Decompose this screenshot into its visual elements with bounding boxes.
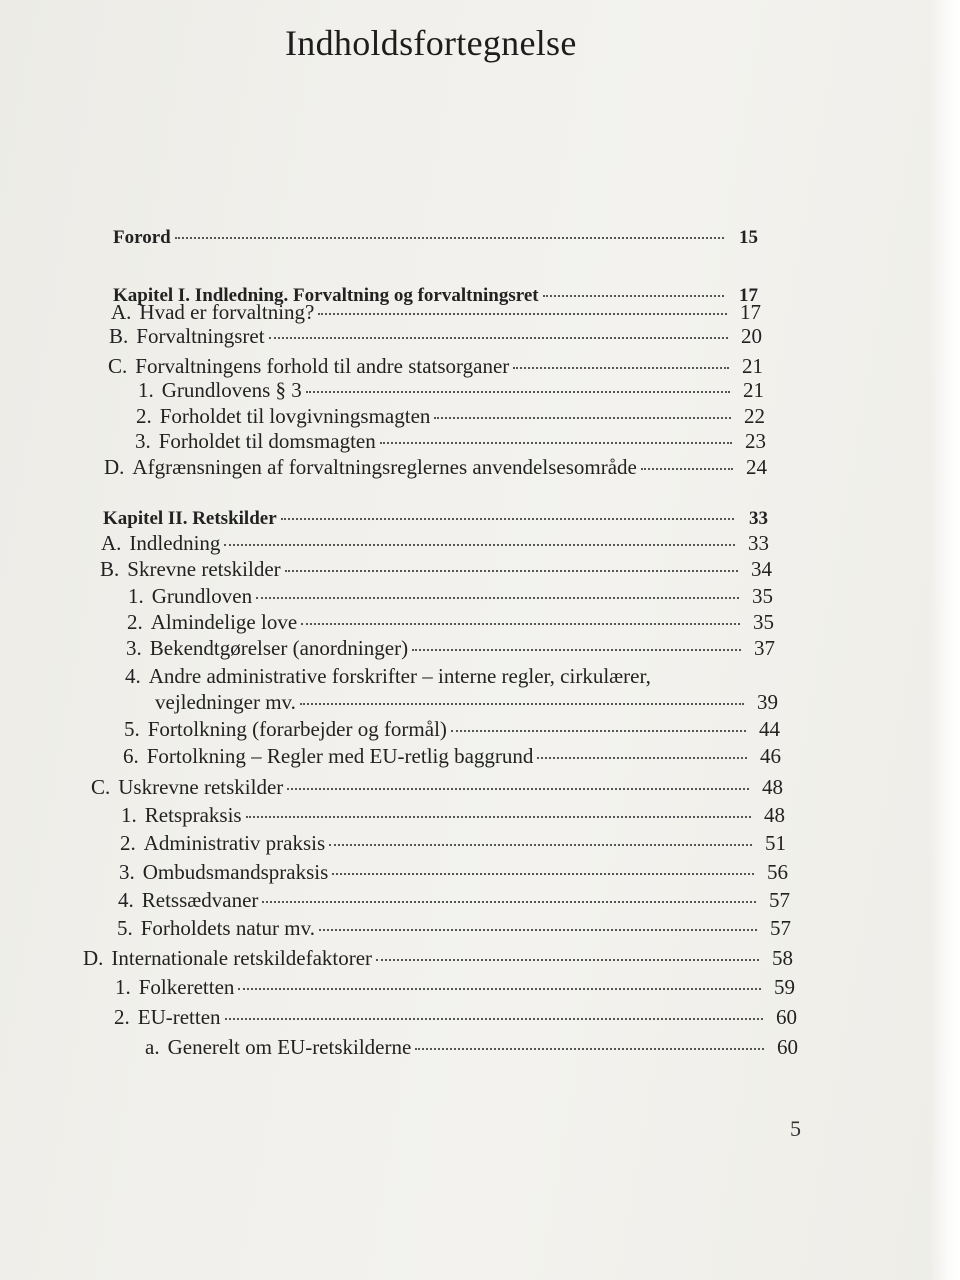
toc-entry-number: A.	[101, 531, 122, 555]
toc-entry	[136, 402, 765, 430]
toc-entry	[118, 886, 790, 914]
toc-entry-label: Ombudsmandspraksis	[142, 860, 329, 884]
toc-entry	[115, 973, 795, 1001]
toc-leader-dots	[306, 387, 730, 393]
toc-entry-page: 35	[752, 584, 773, 608]
toc-entry-page: 59	[774, 975, 795, 999]
toc-leader-dots	[543, 291, 724, 297]
toc-leader-dots	[301, 619, 740, 625]
toc-entry-number: A.	[111, 300, 132, 324]
toc-entry-label: Forholdet til domsmagten	[158, 429, 376, 453]
toc-entry-label: Retspraksis	[144, 803, 242, 827]
toc-entry-label: Forvaltningsret	[136, 324, 265, 348]
toc-entry	[135, 427, 766, 455]
toc-entry-label: Uskrevne retskilder	[118, 775, 284, 799]
toc-entry-page: 58	[772, 946, 793, 970]
toc-entry	[126, 634, 775, 662]
toc-entry-number: 1.	[138, 378, 154, 402]
toc-entry-page: 48	[764, 803, 785, 827]
toc-leader-dots	[415, 1044, 764, 1050]
toc-entry-page: 51	[765, 831, 786, 855]
toc-leader-dots	[380, 438, 732, 444]
toc-entry	[113, 224, 758, 252]
toc-entry-number: 6.	[123, 744, 139, 768]
toc-entry-label: Forholdets natur mv.	[140, 916, 315, 940]
toc-leader-dots	[319, 925, 757, 931]
toc-entry	[101, 529, 769, 557]
toc-entry	[128, 582, 773, 610]
toc-entry-number: C.	[91, 775, 111, 799]
toc-entry-label: Forholdet til lovgivningsmagten	[159, 404, 431, 428]
toc-leader-dots	[238, 984, 761, 990]
toc-leader-dots	[285, 566, 738, 572]
toc-leader-dots	[262, 897, 756, 903]
toc-entry-page: 20	[741, 324, 762, 348]
toc-entry-number: 2.	[120, 831, 136, 855]
toc-entry-page: 57	[770, 916, 791, 940]
toc-entry-number: 1.	[115, 975, 131, 999]
toc-entry-number: 2.	[136, 404, 152, 428]
toc-leader-dots	[256, 593, 739, 599]
toc-leader-dots	[300, 699, 744, 705]
toc-leader-dots	[224, 540, 735, 546]
toc-entry-page: 56	[767, 860, 788, 884]
toc-leader-dots	[175, 233, 724, 239]
toc-entry-label: Hvad er forvaltning?	[139, 300, 315, 324]
toc-entry-label: Grundloven	[151, 584, 253, 608]
toc-entry-page: 57	[769, 888, 790, 912]
toc-entry-number: 1.	[121, 803, 137, 827]
toc-entry-number: C.	[108, 354, 128, 378]
toc-entry	[123, 742, 781, 770]
toc-entry	[91, 773, 783, 801]
toc-entry	[145, 1033, 798, 1061]
toc-entry-page: 37	[754, 636, 775, 660]
toc-entry	[124, 715, 780, 743]
toc-entry-label: Kapitel I. Indledning. Forvaltning og forvaltningsret	[113, 285, 539, 306]
toc-leader-dots	[451, 726, 746, 732]
toc-entry	[119, 858, 788, 886]
toc-entry-label: Internationale retskildefaktorer	[111, 946, 373, 970]
toc-leader-dots	[246, 812, 751, 818]
toc-entry-label: Forvaltningens forhold til andre statsorganer	[135, 354, 510, 378]
toc-leader-dots	[281, 514, 734, 520]
toc-entry-number: 3.	[135, 429, 151, 453]
toc-entry-label: Fortolkning – Regler med EU-retlig baggrund	[146, 744, 534, 768]
toc-entry-page: 60	[777, 1035, 798, 1059]
toc-entry	[83, 944, 793, 972]
toc-leader-dots	[318, 309, 727, 315]
toc-entry-page: 34	[751, 557, 772, 581]
toc-entry	[125, 662, 775, 690]
toc-entry	[100, 555, 772, 583]
toc-entry-label: Kapitel II. Retskilder	[103, 508, 277, 529]
toc-entry-number: 5.	[117, 916, 133, 940]
toc-entry-label: vejledninger mv.	[155, 690, 296, 714]
toc-entry-number: 3.	[126, 636, 142, 660]
toc-entry-page: 23	[745, 429, 766, 453]
toc-leader-dots	[537, 753, 747, 759]
toc-entry-label: Bekendtgørelser (anordninger)	[149, 636, 409, 660]
toc-leader-dots	[287, 784, 749, 790]
toc-entry-label: Grundlovens § 3	[161, 378, 302, 402]
toc-leader-dots	[434, 413, 731, 419]
toc-entry-number: 5.	[124, 717, 140, 741]
toc-entry-page: 17	[740, 300, 761, 324]
toc-entry-number: 2.	[127, 610, 143, 634]
toc-entry-page: 21	[742, 354, 763, 378]
toc-leader-dots	[269, 333, 728, 339]
page-number: 5	[790, 1116, 801, 1141]
toc-entry-label: Forord	[113, 227, 171, 248]
toc-entry-label: Fortolkning (forarbejder og formål)	[147, 717, 447, 741]
toc-entry-label: EU-retten	[137, 1005, 221, 1029]
toc-entry-page: 33	[748, 531, 769, 555]
toc-entry-number: 3.	[119, 860, 135, 884]
page-edge	[930, 0, 960, 1280]
toc-entry-label: Administrativ praksis	[143, 831, 326, 855]
toc-entry	[120, 829, 786, 857]
toc-entry-page: 39	[757, 690, 778, 714]
toc-entry-page: 44	[759, 717, 780, 741]
toc-entry-page: 22	[744, 404, 765, 428]
toc-leader-dots	[329, 840, 752, 846]
toc-entry-number: 4.	[125, 664, 141, 688]
toc-entry-number: B.	[109, 324, 129, 348]
toc-entry-page: 15	[739, 227, 758, 248]
toc-entry	[104, 453, 767, 481]
toc-leader-dots	[641, 464, 733, 470]
toc-entry-page: 48	[762, 775, 783, 799]
toc-entry	[117, 914, 791, 942]
toc-entry-label: Generelt om EU-retskilderne	[167, 1035, 412, 1059]
toc-entry-number: B.	[100, 557, 120, 581]
toc-leader-dots	[513, 363, 729, 369]
toc-entry-label: Folkeretten	[138, 975, 235, 999]
toc-leader-dots	[332, 869, 754, 875]
toc-entry-label: Almindelige love	[150, 610, 298, 634]
toc-leader-dots	[225, 1014, 763, 1020]
toc-entry-page: 21	[743, 378, 764, 402]
toc-entry	[109, 322, 762, 350]
toc-entry-page: 35	[753, 610, 774, 634]
toc-entry	[121, 801, 785, 829]
toc-entry	[155, 688, 778, 716]
toc-entry-label: Skrevne retskilder	[127, 557, 281, 581]
page-title: Indholdsfortegnelse	[285, 23, 577, 63]
toc-entry-label: Indledning	[129, 531, 221, 555]
toc-entry-page: 24	[746, 455, 767, 479]
toc-entry-page: 33	[749, 508, 768, 529]
toc-entry	[138, 376, 764, 404]
toc-entry-number: 1.	[128, 584, 144, 608]
toc-entry-page: 17	[739, 285, 758, 306]
toc-entry	[114, 1003, 797, 1031]
toc-entry-label: Afgrænsningen af forvaltningsreglernes anvendelsesområde	[132, 455, 637, 479]
toc-entry-number: a.	[145, 1035, 160, 1059]
toc-entry-number: 2.	[114, 1005, 130, 1029]
toc-entry-page: 60	[776, 1005, 797, 1029]
toc-entry-label: Retssædvaner	[141, 888, 259, 912]
toc-entry-number: 4.	[118, 888, 134, 912]
toc-entry-page: 46	[760, 744, 781, 768]
toc-entry-number: D.	[104, 455, 125, 479]
toc-leader-dots	[412, 645, 741, 651]
toc-entry-number: D.	[83, 946, 104, 970]
toc-entry-label: Andre administrative forskrifter – interne regler, cirkulærer,	[148, 664, 651, 688]
toc-leader-dots	[376, 955, 759, 961]
toc-entry	[127, 608, 774, 636]
